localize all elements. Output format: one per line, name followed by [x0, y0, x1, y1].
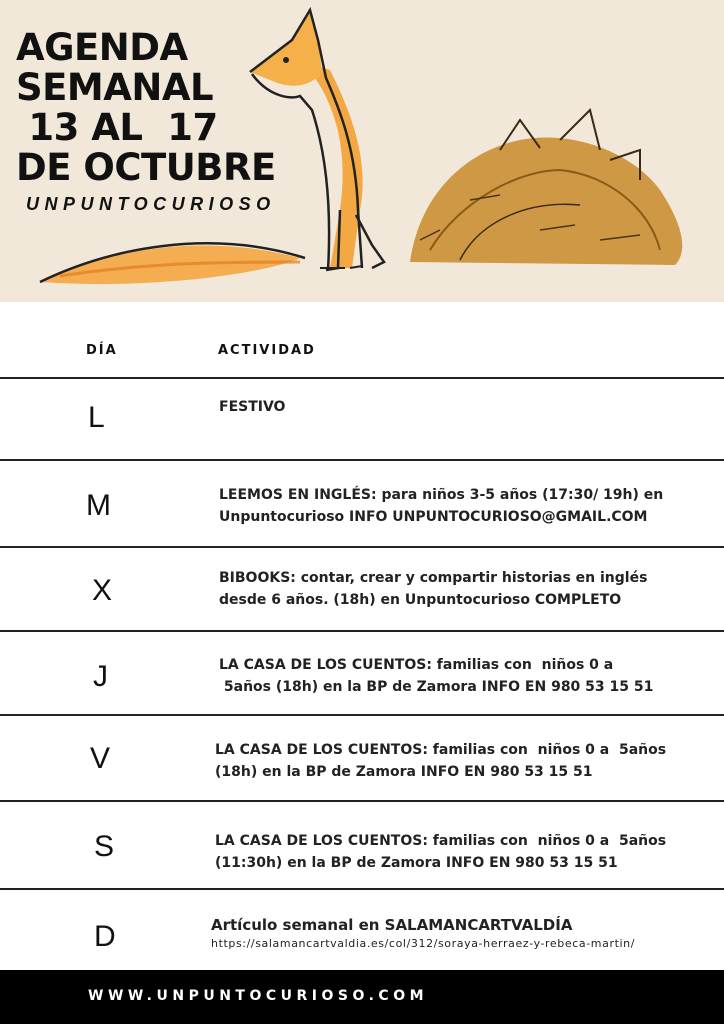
day-letter: J — [93, 660, 108, 693]
activity-text — [219, 484, 663, 528]
activity-text — [219, 567, 647, 611]
activity-line: (18h) en la BP de Zamora INFO EN 980 53 15 51 — [215, 764, 593, 780]
day-letter: D — [94, 920, 116, 953]
brand-name: UNPUNTOCURIOSO — [26, 194, 276, 214]
activity-line: LA CASA DE LOS CUENTOS: familias con niños 0 a 5años — [215, 833, 667, 849]
activity-text — [211, 914, 635, 952]
activity-text: FESTIVO — [219, 399, 286, 415]
table-row — [0, 890, 724, 970]
activity-line: Artículo semanal en SALAMANCARTVALDÍA — [211, 916, 573, 934]
activity-text — [219, 654, 653, 698]
title-line: SEMANAL — [16, 66, 214, 109]
title-line: AGENDA — [16, 26, 188, 69]
footer-bar — [0, 970, 724, 1024]
day-letter: S — [94, 830, 115, 863]
activity-line: BIBOOKS: contar, crear y compartir historias en inglés — [219, 570, 648, 586]
activity-text — [215, 739, 666, 783]
activity-line: LA CASA DE LOS CUENTOS: familias con niños 0 a 5años — [215, 742, 667, 758]
article-link[interactable]: https://salamancartvaldia.es/col/312/soraya-herraez-y-rebeca-martin/ — [211, 937, 636, 950]
table-row — [0, 716, 724, 800]
table-row — [0, 632, 724, 714]
activity-line: LA CASA DE LOS CUENTOS: familias con niños 0 a — [219, 657, 614, 673]
header-banner — [0, 0, 724, 302]
table-row — [0, 802, 724, 888]
column-header-activity: ACTIVIDAD — [218, 343, 316, 358]
column-header-day: DÍA — [86, 343, 118, 358]
activity-line: (11:30h) en la BP de Zamora INFO EN 980 53 15 51 — [215, 855, 618, 871]
activity-text — [215, 830, 666, 874]
activity-line: Unpuntocurioso INFO UNPUNTOCURIOSO@GMAIL.COM — [219, 509, 648, 525]
day-letter: L — [88, 401, 105, 434]
page-title — [16, 28, 276, 188]
title-line: DE OCTUBRE — [16, 146, 276, 189]
activity-line: desde 6 años. (18h) en Unpuntocurioso COMPLETO — [219, 592, 622, 608]
footer-website-link[interactable]: WWW.UNPUNTOCURIOSO.COM — [88, 988, 429, 1004]
table-row — [0, 461, 724, 546]
day-letter: M — [86, 489, 111, 522]
table-row — [0, 379, 724, 459]
table-row — [0, 548, 724, 630]
day-letter: X — [92, 574, 113, 607]
activity-line: 5años (18h) en la BP de Zamora INFO EN 980 53 15 51 — [219, 679, 654, 695]
activity-line: LEEMOS EN INGLÉS: para niños 3-5 años (17:30/ 19h) en — [219, 487, 664, 503]
day-letter: V — [90, 742, 111, 775]
title-line: 13 AL 17 — [16, 106, 218, 149]
